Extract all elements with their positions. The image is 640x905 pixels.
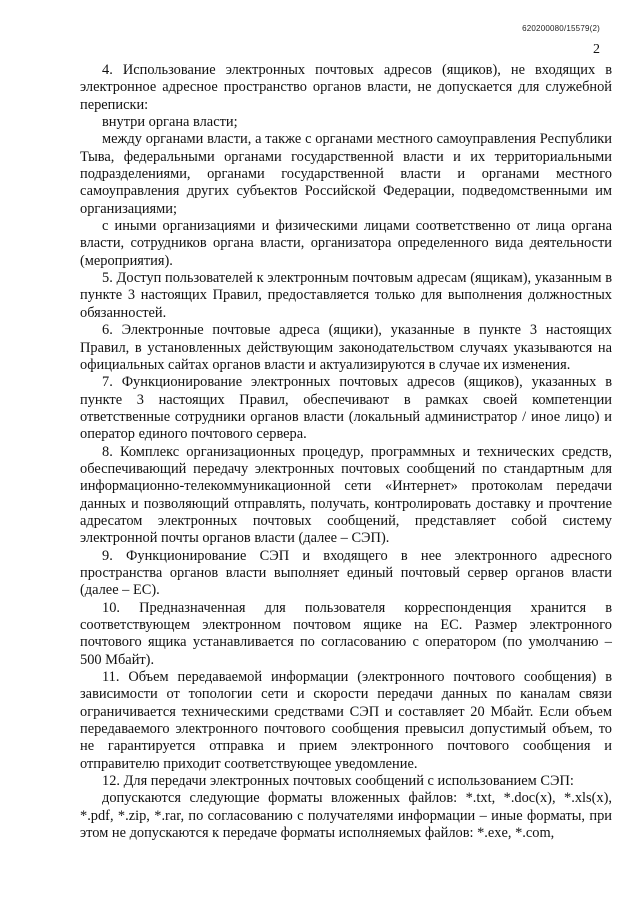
- paragraph-4-item-2: между органами власти, а также с органами местного самоуправления Республики Тыва, федеральными органами государственной власти и их территориальными подразделениями, органами государственной власти и органами местного самоуправления других субъектов Российской Федерации, подведомственными им организациями;: [80, 131, 612, 217]
- paragraph-5: 5. Доступ пользователей к электронным почтовым адресам (ящикам), указанным в пункте 3 настоящих Правил, предоставляется только для выполнения должностных обязанностей.: [80, 270, 612, 321]
- paragraph-12: 12. Для передачи электронных почтовых сообщений с использованием СЭП:: [102, 773, 574, 790]
- paragraph-4-item-1: внутри органа власти;: [102, 114, 238, 131]
- paragraph-4-item-3: с иными организациями и физическими лицами соответственно от лица органа власти, сотрудников органа власти, организатора определенного вида деятельности (мероприятия).: [80, 218, 612, 269]
- document-body: [80, 62, 612, 842]
- document-id: 620200080/15579(2): [522, 24, 600, 33]
- paragraph-8: 8. Комплекс организационных процедур, программных и технических средств, обеспечивающий передачу электронных почтовых сообщений по стандартным для информационно-телекоммуникационной сети «Интернет» протоколам передачи данных и позволяющий отправлять, получать, контролировать доставку и прочтение адресатом электронных почтовых сообщений, представляет собой систему электронной почты органов власти (далее – СЭП).: [80, 443, 612, 547]
- paragraph-6: 6. Электронные почтовые адреса (ящики), указанные в пункте 3 настоящих Правил, в установленных действующим законодательством случаях указываются на официальных сайтах органов власти и актуализируются в случае их изменения.: [80, 322, 612, 373]
- paragraph-11: 11. Объем передаваемой информации (электронного почтового сообщения) в зависимости от топологии сети и скорости передачи данных по каналам связи ограничивается техническими средствами СЭП и составляет 20 Мбайт. Если объем передаваемого электронного почтового сообщения превысил допустимый объем, то не гарантируется отправка и прием электронного почтового сообщения и отправителю приходит соответствующее уведомление.: [80, 669, 612, 772]
- paragraph-9: 9. Функционирование СЭП и входящего в нее электронного адресного пространства органов власти выполняет единый почтовый сервер органов власти (далее – ЕС).: [80, 547, 612, 599]
- paragraph-7: 7. Функционирование электронных почтовых адресов (ящиков), указанных в пункте 3 настоящих Правил, обеспечивают в рамках своей компетенции ответственные сотрудники органов власти (локальный администратор / иное лицо) и оператор единого почтового сервера.: [80, 374, 612, 443]
- page-number: 2: [593, 42, 600, 57]
- paragraph-12-item-1: допускаются следующие форматы вложенных файлов: *.txt, *.doc(x), *.xls(x), *.pdf, *.zip, *.rar, по согласованию с получателями информации – иные форматы, при этом не допускаются к передаче форматы исполняемых файлов: *.exe, *.com,: [80, 790, 612, 842]
- paragraph-10: 10. Предназначенная для пользователя корреспонденция хранится в соответствующем электронном почтовом ящике на ЕС. Размер электронного почтового ящика устанавливается по согласованию с оператором (по умолчанию – 500 Мбайт).: [80, 599, 612, 668]
- paragraph-4: 4. Использование электронных почтовых адресов (ящиков), не входящих в электронное адресное пространство органов власти, не допускается для служебной переписки:: [80, 62, 612, 113]
